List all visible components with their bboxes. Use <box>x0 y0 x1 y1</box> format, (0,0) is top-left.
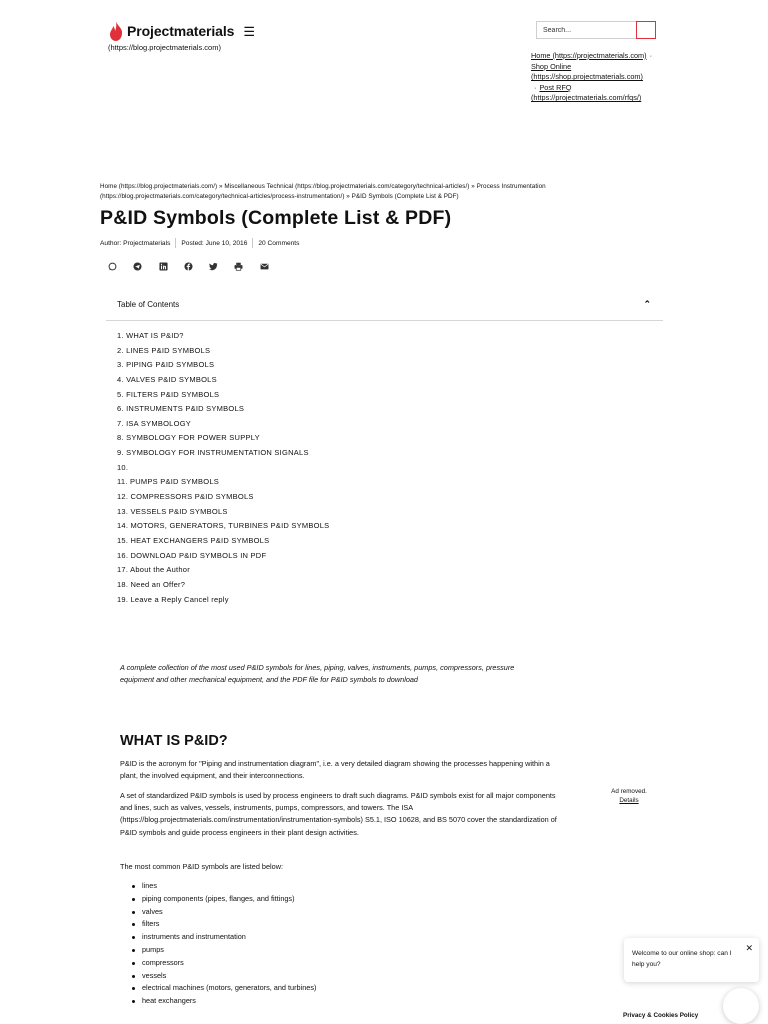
toc-title: Table of Contents <box>117 299 180 309</box>
chat-welcome-bubble[interactable] <box>624 938 759 982</box>
search-button[interactable] <box>636 21 656 39</box>
logo-url[interactable]: (https://blog.projectmaterials.com) <box>108 43 221 52</box>
breadcrumb-home[interactable]: Home (https://blog.projectmaterials.com/) <box>100 183 218 190</box>
toc-link[interactable]: 18. Need an Offer? <box>117 579 186 589</box>
post-author[interactable]: Author: Projectmaterials <box>100 239 171 247</box>
toc-item[interactable] <box>117 431 329 446</box>
toc-link[interactable]: 19. Leave a Reply Cancel reply <box>117 594 229 604</box>
telegram-icon[interactable] <box>131 260 144 273</box>
ad-details-link[interactable]: Details <box>619 796 639 804</box>
toc-link[interactable]: 14. MOTORS, GENERATORS, TURBINES P&ID SYMBOLS <box>117 521 330 531</box>
toc-item[interactable] <box>117 563 329 578</box>
toc-link[interactable]: 17. About the Author <box>117 565 190 575</box>
toc-item[interactable] <box>117 446 329 461</box>
toc-link[interactable]: 16. DOWNLOAD P&ID SYMBOLS IN PDF <box>117 550 267 560</box>
list-item: electrical machines (motors, generators, and turbines) <box>132 982 316 995</box>
list-item: compressors <box>132 957 316 970</box>
print-icon[interactable] <box>232 260 245 273</box>
list-item: instruments and instrumentation <box>132 931 316 944</box>
chat-welcome-message: Welcome to our online shop: can I help you? <box>632 950 732 968</box>
facebook-icon[interactable] <box>182 260 195 273</box>
list-item: heat exchangers <box>132 995 316 1008</box>
breadcrumb <box>100 182 640 202</box>
whatsapp-icon[interactable] <box>106 260 119 273</box>
list-item: pumps <box>132 944 316 957</box>
common-symbols-list <box>132 880 316 1008</box>
toc-item[interactable] <box>117 417 329 432</box>
toc-header[interactable] <box>106 292 663 321</box>
logo-text[interactable]: Projectmaterials <box>127 23 235 39</box>
privacy-cookies-link[interactable]: Privacy & Cookies Policy <box>623 1012 699 1019</box>
toc-item[interactable] <box>117 505 329 520</box>
close-icon[interactable]: ✕ <box>745 943 753 953</box>
toc-item[interactable] <box>117 519 329 534</box>
post-comments-count[interactable]: 20 Comments <box>258 239 300 247</box>
menu-hamburger-icon[interactable]: ☰ <box>243 23 256 39</box>
nav-link-shop-online[interactable]: Shop Online (https://shop.projectmaterials.com) <box>531 61 643 82</box>
nav-separator: · <box>649 51 653 60</box>
toc-item[interactable] <box>117 475 329 490</box>
flame-logo-icon <box>108 20 124 42</box>
section-heading-what-is-pid: WHAT IS P&ID? <box>120 733 228 749</box>
list-item: lines <box>132 880 316 893</box>
breadcrumb-misc-technical[interactable]: Miscellaneous Technical (https://blog.projectmaterials.com/category/technical-articles/) <box>224 183 470 190</box>
toc-item[interactable] <box>117 593 329 608</box>
toc-item[interactable] <box>117 358 329 373</box>
search-input[interactable] <box>536 21 636 39</box>
toc-item[interactable] <box>117 578 329 593</box>
meta-divider <box>252 238 253 248</box>
share-bar <box>106 260 283 273</box>
search-form <box>536 21 656 39</box>
toc-link[interactable]: 4. VALVES P&ID SYMBOLS <box>117 374 217 384</box>
list-item: piping components (pipes, flanges, and fittings) <box>132 893 316 906</box>
toc-link[interactable]: 12. COMPRESSORS P&ID SYMBOLS <box>117 492 254 502</box>
post-date: Posted: June 10, 2016 <box>181 239 248 247</box>
toc-link[interactable]: 11. PUMPS P&ID SYMBOLS <box>117 477 220 487</box>
toc-link[interactable]: 13. VESSELS P&ID SYMBOLS <box>117 506 228 516</box>
list-item: filters <box>132 918 316 931</box>
top-navigation <box>531 51 681 104</box>
toc-item[interactable] <box>117 344 329 359</box>
list-item: valves <box>132 906 316 919</box>
breadcrumb-current: P&ID Symbols (Complete List & PDF) <box>351 193 459 200</box>
chat-launcher-button[interactable] <box>723 988 759 1024</box>
breadcrumb-separator: » <box>219 183 223 190</box>
linkedin-icon[interactable] <box>157 260 170 273</box>
meta-divider <box>175 238 176 248</box>
toc-link[interactable]: 3. PIPING P&ID SYMBOLS <box>117 360 215 370</box>
toc-link[interactable]: 8. SYMBOLOGY FOR POWER SUPPLY <box>117 433 260 443</box>
paragraph-pid-standards: A set of standardized P&ID symbols is used by process engineers to draft such diagrams. P&ID symbols exist for all major components and lines, such as valves, vessels, instruments, pumps, compressors, and towers. The ISA (https://blog.projectmaterials.com/instrumentation/instrumentation-symbols) S5.1, ISO 10628, and BS 5070 cover the standardization of P&ID symbols and guide process engineers in their plant design activities. <box>120 791 557 837</box>
toc-link[interactable]: 5. FILTERS P&ID SYMBOLS <box>117 389 220 399</box>
paragraph-common-symbols-intro: The most common P&ID symbols are listed below: <box>120 862 284 871</box>
toc-link[interactable]: 9. SYMBOLOGY FOR INSTRUMENTATION SIGNALS <box>117 448 309 458</box>
ad-removed-notice <box>600 788 658 805</box>
breadcrumb-separator: » <box>346 193 350 200</box>
toc-item[interactable] <box>117 329 329 344</box>
breadcrumb-process-instrumentation[interactable]: Process Instrumentation (https://blog.projectmaterials.com/category/technical-articles/process-instrumentation/) <box>100 183 546 200</box>
toc-item[interactable] <box>117 388 329 403</box>
toc-link[interactable]: 7. ISA SYMBOLOGY <box>117 418 192 428</box>
toc-link[interactable]: 10. <box>117 462 129 472</box>
toc-link[interactable]: 1. WHAT IS P&ID? <box>117 331 184 340</box>
toc-link[interactable]: 2. LINES P&ID SYMBOLS <box>117 345 211 355</box>
toc-item[interactable] <box>117 549 329 564</box>
post-meta <box>100 238 299 248</box>
article-intro: A complete collection of the most used P&ID symbols for lines, piping, valves, instruments, pumps, compressors, pressure equipment and other mechanical equipment, and the PDF file for P&ID symbols to download <box>120 663 515 685</box>
toc-link[interactable]: 6. INSTRUMENTS P&ID SYMBOLS <box>117 404 245 414</box>
toc-item[interactable] <box>117 461 329 476</box>
ad-removed-text: Ad removed. <box>611 788 647 795</box>
nav-separator: · <box>534 82 537 92</box>
chevron-up-icon[interactable]: ⌃ <box>643 298 651 309</box>
nav-link-post-rfq[interactable]: Post RFQ (https://projectmaterials.com/rfqs/) <box>531 82 642 103</box>
list-item: vessels <box>132 970 316 983</box>
toc-item[interactable] <box>117 402 329 417</box>
toc-link[interactable]: 15. HEAT EXCHANGERS P&ID SYMBOLS <box>117 535 270 545</box>
email-icon[interactable] <box>258 260 271 273</box>
toc-list <box>117 329 329 607</box>
twitter-icon[interactable] <box>207 260 220 273</box>
toc-item[interactable] <box>117 534 329 549</box>
toc-item[interactable] <box>117 490 329 505</box>
paragraph-pid-definition: P&ID is the acronym for "Piping and instrumentation diagram", i.e. a very detailed diagram showing the processes happening within a plant, the involved equipment, and their interconnections. <box>120 759 550 781</box>
breadcrumb-separator: » <box>471 183 475 190</box>
page-title: P&ID Symbols (Complete List & PDF) <box>100 207 452 229</box>
site-logo[interactable] <box>108 20 255 42</box>
toc-item[interactable] <box>117 373 329 388</box>
nav-link-home[interactable]: Home (https://projectmaterials.com) <box>531 51 647 60</box>
